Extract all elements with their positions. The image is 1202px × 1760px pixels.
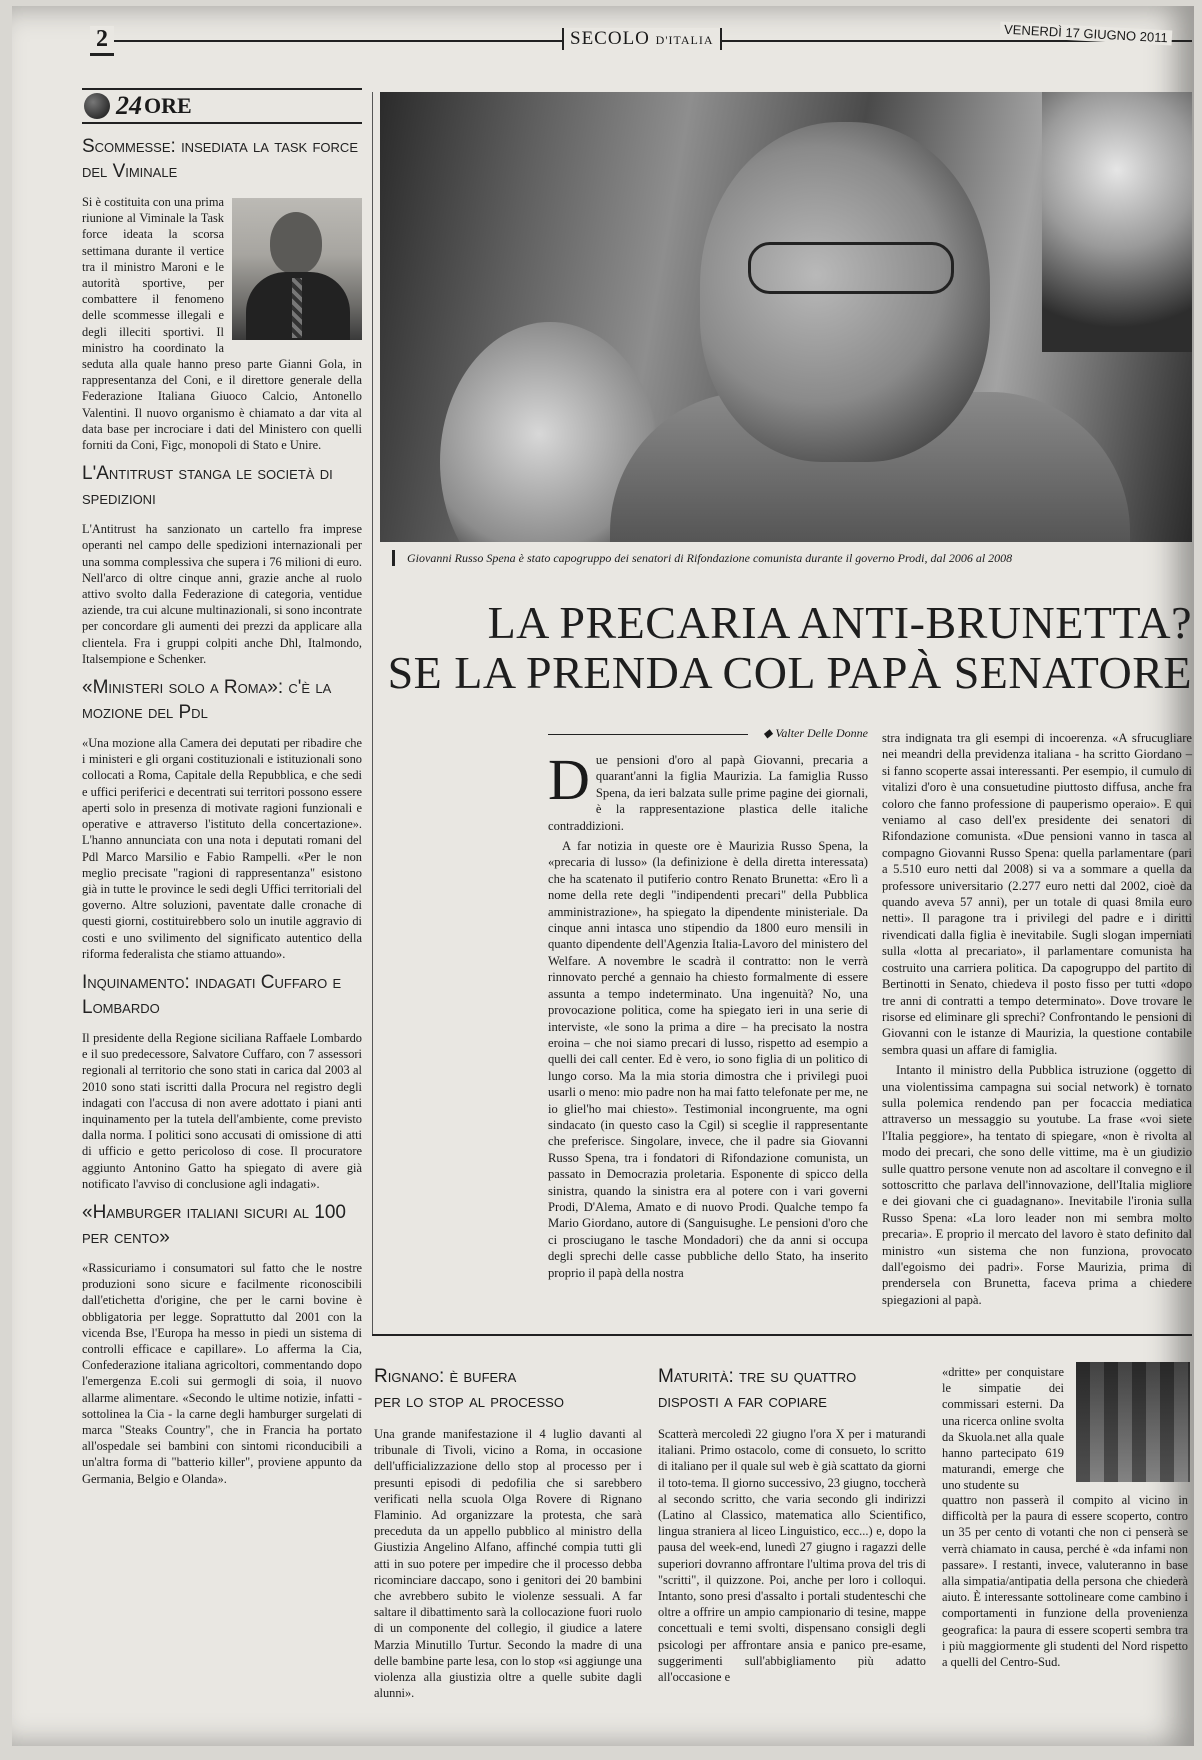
paper-name-small: D'ITALIA	[655, 33, 714, 47]
main-headline	[380, 598, 1192, 698]
maroni-photo	[232, 198, 362, 340]
main-article-column-2	[882, 730, 1192, 1312]
sidebar-article-body: Il presidente della Regione siciliana Raffaele Lombardo e il suo predecessore, Salvatore Cuffaro, con 7 assessori regionali al territorio che sono stati in carica dal 2003 al 2010 sono stati iscritti dalla Procura nel registro degli indagati con l'accusa di non avere adottato i piani anti inquinamento per la tutela dell'ambiente, come previsto dalla norma. I politici sono accusati di omissione di atti di ufficio e getto pericoloso di cose. Il procuratore aggiunto Antonino Gatto ha spiegato di avere già notificato l'avviso di conclusione agli indagati».	[82, 1030, 362, 1191]
page-number: 2	[90, 26, 114, 56]
sidebar-24ore	[82, 88, 362, 1495]
title-line-2: disposti a far copiare	[658, 1391, 827, 1412]
newspaper-page	[12, 6, 1194, 1746]
article-paragraph	[548, 747, 868, 834]
photo-glasses	[748, 242, 954, 294]
article-paragraph: A far notizia in queste ore è Maurizia Russo Spena, la «precaria di lusso» (la definizione è della diretta interessata) che ha scatenato il putiferio contro Renato Brunetta: «Ero lì a nome della rete degli "indipendenti precari" della Pubblica amministrazione», ha spiegato la dipendente ministeriale. Da cinque anni intasca uno stipendio da 1800 euro mensili in quanto dipendente dell'Agenzia Italia-Lavoro del ministero del Welfare. A novembre le scadrà il contratto: non le verrà rinnovato perché a gennaio ha chiesto formalmente di essere assunta a tempo indeterminato. Una ingenuità? No, una provocazione politica, come ha spiegato ieri in una serie di interviste, «le sono la prima a dire – ha precisato la nostra eroina – che noi siamo precari di lusso, rispetto ad esempio a quelli dei call center. Ed è vero, io sono figlia di un politico di lungo corso. Ma la mia storia dimostra che i privilegi puoi usarli o meno: mio padre non ha mai fatto telefonate per me, ne io gliel'ho mai chiesto». Testimonial incongruente, ma ogni sindacato (in questo caso la Cgil) si sceglie il rappresentante che preferisce. Singolare, invece, che il padre sia Giovanni Russo Spena, tra i fondatori di Rifondazione comunista, un passato in Democrazia proletaria. Esponente di spicco della sinistra, quando la sinistra era al potere con i vari governi Prodi, D'Alema, Amato e di nuovo Prodi. Qualche tempo fa Mario Giordano, autore di (Sanguisughe. Le pensioni d'oro che ci prosciugano le tasche Mondadori) che da anni si occupa degli sprechi delle casse pubbliche dello Stato, ha inserito proprio il papà della nostra	[548, 839, 868, 1280]
headline-line-1: LA PRECARIA ANTI-BRUNETTA?	[487, 597, 1192, 648]
byline-rule	[548, 734, 748, 735]
bottom-article-body-continued: «dritte» per conquistare le simpatie dei commissari esterni. Da una ricerca online svolta da Skuola.net alla quale hanno partecipato 619 maturandi, emerge che uno studente su	[942, 1365, 1064, 1493]
sidebar-article-title: «Hamburger italiani sicuri al 100 per cento»	[82, 1201, 346, 1248]
photo-caption: Giovanni Russo Spena è stato capogruppo dei senatori di Rifondazione comunista durante il governo Prodi, dal 2006 al 2008	[392, 550, 1194, 566]
issue-date: VENERDÌ 17 GIUGNO 2011	[1000, 22, 1172, 46]
masthead	[82, 21, 1192, 56]
bottom-article-body-continued: quattro non passerà il compito al vicino in difficoltà per la paura di essere scoperto, contro un 35 per cento di votanti che non ci penserà se verrà chiamato in causa, perché è «da infami non passare». I restanti, invece, valuteranno in base alla simpatia/antipatia della persona che chiederà aiuto. È interessante sottolineare come cambino i comportamenti in funzione della provenienza geografica: la paura di essere scoperti sembra tra i più maggiormente gli studenti del Nord rispetto a quelli del Centro-Sud.	[942, 1493, 1188, 1670]
dropcap: D	[548, 747, 590, 812]
photo-tie	[292, 278, 302, 338]
sidebar-article-title: Scommesse: insediata la task force del Viminale	[82, 136, 358, 182]
brand-number: 24	[116, 91, 142, 120]
brand-24ore	[82, 88, 362, 124]
sidebar-article-body	[82, 194, 362, 453]
sidebar-article-body: «Rassicuriamo i consumatori sul fatto che le nostre produzioni sono sicure e facilmente riconoscibili dall'etichetta d'origine, che per le carni bovine è obbligatoria per legge. Soprattutto dal 2001 con la vicenda Bse, l'Europa ha messo in piedi un sistema di controlli efficace e capillare». Lo afferma la Cia, Confederazione italiana agricoltori, commentando dopo l'emergenza E.coli sui germogli di soia, il nuovo allarme alimentare. «Secondo le ultime notizie, infatti - sottolinea la Cia - la carne degli hamburger surgelati di marca "Steaks Country", che in Francia ha portato all'ospedale sei bambini con sintomi riconducibili a un'altra forma di "batterio killer", proviene appunto da Germania, Belgio e Olanda».	[82, 1260, 362, 1486]
column-divider	[372, 92, 373, 1334]
sidebar-article-body: «Una mozione alla Camera dei deputati per ribadire che i ministeri e gli organi costituzionali e istituzionali sono collocati a Roma, Capitale della Repubblica, e che sedi e uffici periferici e decentrati sui territori possono essere aperti solo in presenza di motivate ragioni funzionali e operative e attraverso l'istituto della concertazione». L'hanno annunciata con una nota i deputati romani del Pdl Marco Marsilio e Fabio Rampelli. «Per le non meglio precisate "ragioni di rappresentanza" esistono già in tutte le province le sedi degli Uffici territoriali del governo. Altre soluzioni, paventate dalle cronache di questi giorni, costituirebbero solo un inutile aggravio di costi e uno svilimento del significato autentico della riforma federalista che stiamo attuando».	[82, 736, 362, 961]
byline-author: ◆ Valter Delle Donne	[763, 726, 868, 740]
paper-name-main: SECOLO	[570, 28, 650, 49]
title-line-2: per lo stop al processo	[374, 1391, 564, 1412]
bottom-article-body: Scatterà mercoledì 22 giugno l'ora X per i maturandi italiani. Primo ostacolo, come di consueto, lo scritto di italiano per il quale sul web è già scattato da giorni il toto-tema. Il giorno successivo, 23 giugno, toccherà al secondo scritto, che varia secondo gli indirizzi (Latino al Classico, matematica allo Scientifico, lingua straniera al liceo Linguistico, ecc...) e, dopo la pausa del week-end, lunedì 27 giugno i ragazzi delle superiori dovranno affrontare l'ultima prova del tris di "scritti", il quizzone. Poi, anche per loro i colloqui. Intanto, sono presi d'assalto i portali studenteschi che oltre a offrire un ampio campionario di tesine, mappe concettuali e temi svolti, dispensano consigli degli psicologi per affrontare ansia e panico pre-esame, suggerimenti sull'abbigliamento più adatto all'occasione e	[658, 1427, 926, 1685]
title-line-1: Maturità: tre su quattro	[658, 1366, 857, 1387]
students-photo	[1076, 1362, 1190, 1482]
globe-icon	[84, 93, 110, 119]
sidebar-article-title: Inquinamento: indagati Cuffaro e Lombardo	[82, 971, 342, 1018]
paper-name	[562, 28, 722, 50]
title-line-1: Rignano: è bufera	[374, 1366, 517, 1387]
sidebar-article-text: Si è costituita con una prima riunione al Viminale la Task force ideata la scorsa settimana durante il vertice tra il ministro Maroni e le autorità sportive, per combattere il fenomeno delle scommesse illegali e degli illeciti sportivi. Il ministro ha coordinato la seduta alla quale hanno preso parte Gianni Gola, in rappresentanza del Coni, e il direttore generale della Federazione Italiana Giuoco Calcio, Antonello Valentini. Il nuovo organismo è chiamato a dar vita al data base per incrociare i dati del Ministero con quelli forniti da Coni, Figc, monopoli di Stato e Unire.	[82, 195, 362, 453]
sidebar-article-title: «Ministeri solo a Roma»: c'è la mozione del Pdl	[82, 677, 332, 724]
article-paragraph: stra indignata tra gli esempi di incoerenza. «A sfrucugliare nei meandri della previdenza italiana - ha scritto Giordano – si fanno scoperte assai interessanti. Per esempio, il cumulo di vitalizi d'oro è una consuetudine piuttosto diffusa, anche fra coloro che fanno professione di pauperismo operaio». E qui veniamo al caso dell'ex presidente dei senatori di Rifondazione comunista. «Due pensioni vanno in tasca al compagno Giovanni Russo Spena: quella parlamentare (pari a 5.510 euro netti dal 2008) si va a sommare a quella da professore universitario (2.277 euro netti dal 2002, cioè da quando aveva 57 anni), per un totale di quasi 8mila euro netti». Il paragone tra i privilegi del padre e i diritti rivendicati dalla figlia è inevitabile. Sugli slogan imperniati sulla «lotta al precariato», il parlamentare comunista ha costruito una carriera politica. Da capogruppo del partito di Bertinotti in Senato, chiedeva il posto fisso per tutti «dopo tre anni di contratti a tempo determinato». Dove trovare le risorse ed eliminare gli sprechi? Confrontando le pensioni di Giovanni con le istanze di Maurizia, la questione contabile sembra quasi un affare di famiglia.	[882, 731, 1192, 1057]
sidebar-article-body: L'Antitrust ha sanzionato un cartello fra imprese operanti nel campo delle spedizioni internazionali per una somma complessiva che supera i 76 milioni di euro. Nell'arco di oltre cinque anni, grazie anche al ruolo attivo svolto dalla Federazione di categoria, ventidue aziende, tra cui alcune multinazionali, si sono incontrate per concordare gli aumenti dei prezzi da applicare alla clientela. Fra i gruppi colpiti anche Dhl, Italmondo, Italsempione e Schenker.	[82, 522, 362, 666]
byline	[548, 726, 868, 741]
main-article-column-1	[548, 747, 868, 1285]
section-rule	[372, 1334, 1192, 1336]
photo-head	[270, 212, 322, 274]
photo-flowers	[1042, 92, 1192, 352]
headline-line-2: SE LA PRENDA COL PAPÀ SENATORE	[387, 647, 1192, 698]
main-photo	[380, 92, 1192, 542]
sidebar-article-title: L'Antitrust stanga le società di spedizioni	[82, 463, 333, 510]
brand-word: ORE	[144, 93, 192, 118]
bottom-article-title	[658, 1364, 918, 1414]
bottom-article-body: Una grande manifestazione il 4 luglio davanti al tribunale di Tivoli, vicino a Roma, in occasione dell'ufficializzazione dello stop al processo per i presunti episodi di pedofilia che si sarebbero verificati nella scuola Olga Rovere di Rignano Flaminio. Ad organizzare la protesta, che sarà preceduta da un appello pubblico al ministro della Giustizia Angelino Alfano, affinché compia tutti gli atti in suo potere per impedire che il processo debba ricominciare daccapo, sono i genitori dei 20 bambini che avrebbero subito le violenze sessuali. A far saltare il dibattimento sarà la collocazione fuori ruolo di un componente del collegio, il giudice a latere Marzia Minutillo Turtur. Secondo la madre di una delle bambine parte lesa, con lo stop «si aggiunge una violenza alla giustizia oltre a quelle subite dagli alunni».	[374, 1427, 642, 1701]
bottom-article-title	[374, 1364, 624, 1414]
article-paragraph-text: ue pensioni d'oro al papà Giovanni, precaria a quarant'anni la figlia Maurizia. La famiglia Russo Spena, da ieri balzata sulle prime pagine dei giornali, è la rappresentazione plastica delle italiche contraddizioni.	[548, 753, 868, 833]
article-paragraph: Intanto il ministro della Pubblica istruzione (oggetto di una violentissima campagna sui social network) è tornato sulla polemica rendendo pan per focaccia mediatica attraverso un messaggio su youtube. La frase «voi siete l'Italia peggiore», ha tentato di spiegare, «non è rivolta al modo dei precari, che sono delle vittime, ma è un giudizio sulle quattro persone venute non ad ascoltare il convegno e il sottoscritto che parlava dell'innovazione, dell'Italia migliore e dei giovani che ci guadagnano». Inevitabile l'ironia sulla Russo Spena: «La loro leader non mi sembra molto precaria». E proprio il mercato del lavoro è stato definito dal ministro «un sistema che non funziona, provocato dall'egoismo dei padri». Forse Maurizia, prima di prendersela con Brunetta, faceva prima a chiedere spiegazioni al papà.	[882, 1063, 1192, 1307]
